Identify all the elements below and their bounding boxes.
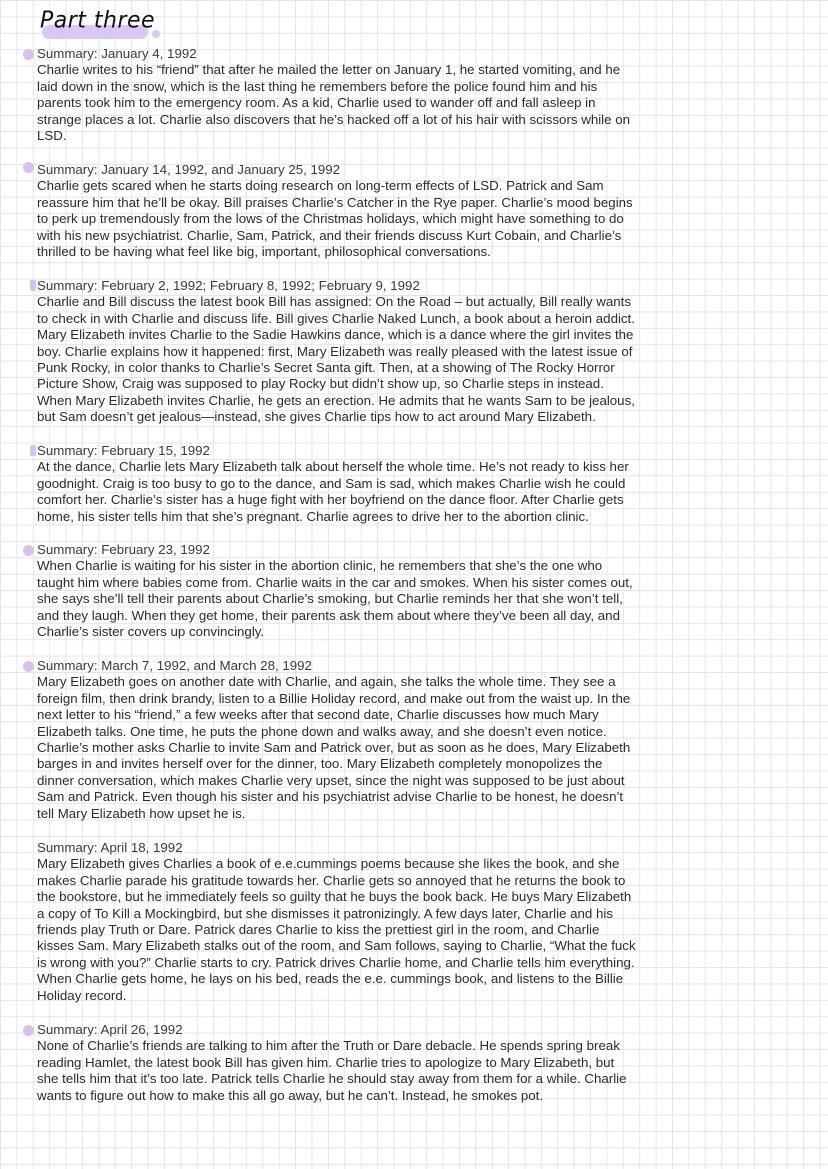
section-heading: Summary: April 26, 1992 xyxy=(37,1022,183,1037)
section-line: taught him where babies come from. Charlie waits in the car and smokes. When his sister comes out, xyxy=(37,574,633,590)
section-line: kisses Sam. Mary Elizabeth stalks out of the room, and Sam follows, saying to Charlie, “What the fuck xyxy=(37,938,636,954)
section-heading: Summary: January 14, 1992, and January 25, 1992 xyxy=(37,162,341,177)
section-line: Charlie and Bill discuss the latest book Bill has assigned: On the Road – but actually, Bill really wants xyxy=(37,294,631,310)
section-line: tell Mary Elizabeth how upset he is. xyxy=(37,805,246,821)
section-heading: Summary: April 18, 1992 xyxy=(37,840,183,855)
section-line: a copy of To Kill a Mockingbird, but she dismisses it patronizingly. A few days later, Charlie and his xyxy=(37,905,613,921)
bullet-dot xyxy=(23,49,34,60)
section-line: Holiday record. xyxy=(37,987,127,1003)
summary-section xyxy=(37,1022,789,1104)
section-heading: Summary: January 4, 1992 xyxy=(37,46,197,61)
summary-section xyxy=(37,162,789,260)
summary-section xyxy=(37,278,789,426)
bullet-dot xyxy=(30,280,36,291)
section-line: with his new psychiatrist. Charlie, Sam, Patrick, and their friends discuss Kurt Cobain, and Charlie’s xyxy=(37,227,622,243)
summary-section xyxy=(37,443,789,525)
section-line: When Charlie is waiting for his sister in the abortion clinic, he remembers that she’s the one who xyxy=(37,558,603,574)
section-line: barges in and invites herself over for the dinner, too. Mary Elizabeth completely monopolizes the xyxy=(37,756,603,772)
section-line: is wrong with you?” Charlie starts to cry. Patrick drives Charlie home, and Charlie tells him everything. xyxy=(37,954,635,970)
summary-section xyxy=(37,840,789,1004)
section-line: comfort her. Charlie’s sister has a huge fight with her boyfriend on the dance floor. After Charlie gets xyxy=(37,492,624,508)
section-heading: Summary: February 23, 1992 xyxy=(37,542,210,557)
section-line: Charlie’s mother asks Charlie to invite Sam and Patrick over, but as soon as he does, Mary Elizabeth xyxy=(37,740,631,756)
section-line: At the dance, Charlie lets Mary Elizabeth talk about herself the whole time. He’s not ready to kiss her xyxy=(37,459,629,475)
bullet-dot xyxy=(23,162,34,173)
page-title xyxy=(40,8,155,42)
section-line: next letter to his “friend,” a few weeks after that second date, Charlie discusses how much Mary xyxy=(37,707,599,723)
section-heading: Summary: February 15, 1992 xyxy=(37,443,210,458)
section-line: home, his sister tells him that she’s pregnant. Charlie agrees to drive her to the abortion clinic. xyxy=(37,508,589,524)
section-line: foreign film, then drink brandy, listen to a Billie Holiday record, and make out from the waist up. In the xyxy=(37,690,631,706)
section-line: she tells him that it’s too late. Patrick tells Charlie he should stay away from them for a while. Charlie xyxy=(37,1071,627,1087)
section-line: to perk up tremendously from the lows of the Christmas holidays, which might have something to do xyxy=(37,211,624,227)
section-line: Mary Elizabeth gives Charlies a book of e.e.cummings poems because she likes the book, and she xyxy=(37,856,620,872)
summary-section xyxy=(37,658,789,822)
bullet-dot xyxy=(23,661,34,672)
section-line: LSD. xyxy=(37,128,67,144)
section-heading: Summary: March 7, 1992, and March 28, 1992 xyxy=(37,658,312,673)
page-title-text: Part three xyxy=(40,7,156,34)
section-line: strange places a lot. Charlie also discovers that he’s hacked off a lot of his hair with scissors while on xyxy=(37,111,630,127)
section-line: reading Hamlet, the latest book Bill has given him. Charlie tries to apologize to Mary Elizabeth, but xyxy=(37,1054,615,1070)
section-line: reassure him that he’ll be okay. Bill praises Charlie’s Catcher in the Rye paper. Charlie’s mood begins xyxy=(37,194,633,210)
section-line: Picture Show, Craig was supposed to play Rocky but didn’t show up, so Charlie steps in instead. xyxy=(37,376,604,392)
bullet-dot xyxy=(23,545,34,556)
section-line: Charlie gets scared when he starts doing research on long-term effects of LSD. Patrick and Sam xyxy=(37,178,604,194)
section-line: boy. Charlie explains how it happened: first, Mary Elizabeth was really pleased with the latest issue of xyxy=(37,343,633,359)
section-line: Mary Elizabeth invites Charlie to the Sadie Hawkins dance, which is a dance where the girl invites the xyxy=(37,327,634,343)
section-line: Punk Rocky, in color thanks to Charlie’s Secret Santa gift. Then, at a showing of The Rocky Horror xyxy=(37,360,615,376)
section-heading: Summary: February 2, 1992; February 8, 1992; February 9, 1992 xyxy=(37,278,420,293)
section-line: she says she’ll tell their parents about Charlie’s smoking, but Charlie reminds her that she won’t tell, xyxy=(37,591,623,607)
section-line: Charlie’s sister covers up convincingly. xyxy=(37,624,265,640)
section-line: and they laugh. When they get home, their parents ask them about where they’ve been all day, and xyxy=(37,607,620,623)
section-line: Mary Elizabeth goes on another date with Charlie, and again, she talks the whole time. They see a xyxy=(37,674,616,690)
section-line: Elizabeth talks. One time, he puts the phone down and walks away, and she doesn’t even notice. xyxy=(37,723,607,739)
summary-section xyxy=(37,46,789,144)
section-line: the bookstore, but he immediately feels so guilty that he buys the book back. He buys Mary Elizabeth xyxy=(37,889,632,905)
bullet-dot xyxy=(23,1025,34,1036)
section-line: Charlie writes to his “friend” that after he mailed the letter on January 1, he started vomiting, and he xyxy=(37,62,621,78)
section-line: dinner conversation, which makes Charlie very upset, since the night was supposed to be just about xyxy=(37,772,625,788)
section-line: makes Charlie parade his gratitude towards her. Charlie gets so annoyed that he returns the book to xyxy=(37,872,626,888)
section-line: None of Charlie’s friends are talking to him after the Truth or Dare debacle. He spends spring break xyxy=(37,1038,620,1054)
section-line: thrilled to be having what feel like big, important, philosophical conversations. xyxy=(37,244,491,260)
section-line: Sam and Patrick. Even though his sister and his psychiatrist advise Charlie to be honest, he doesn’t xyxy=(37,789,624,805)
summary-section xyxy=(37,542,789,640)
section-line: When Charlie gets home, he lays on his bed, reads the e.e. cummings book, and listens to the Billie xyxy=(37,971,624,987)
section-line: When Mary Elizabeth invites Charlie, he gets an erection. He admits that he wants Sam to be jealous, xyxy=(37,392,635,408)
bullet-dot xyxy=(30,445,36,456)
section-line: parents took him to the emergency room. As a kid, Charlie used to wander off and fall asleep in xyxy=(37,95,596,111)
section-line: to check in with Charlie and discuss life. Bill gives Charlie Naked Lunch, a book about a heroin addict. xyxy=(37,310,635,326)
section-line: laid down in the snow, which is the last thing he remembers before the police found him and his xyxy=(37,78,598,94)
section-line: wants to figure out how to make this all go away, but he can’t. Instead, he smokes pot. xyxy=(37,1087,544,1103)
section-line: goodnight. Craig is too busy to go to the dance, and Sam is sad, which makes Charlie wish he could xyxy=(37,475,626,491)
section-line: but Sam doesn’t get jealous—instead, she gives Charlie tips how to act around Mary Elizabeth. xyxy=(37,409,596,425)
section-line: friends play Truth or Dare. Patrick dares Charlie to kiss the prettiest girl in the room, and Charlie xyxy=(37,922,600,938)
